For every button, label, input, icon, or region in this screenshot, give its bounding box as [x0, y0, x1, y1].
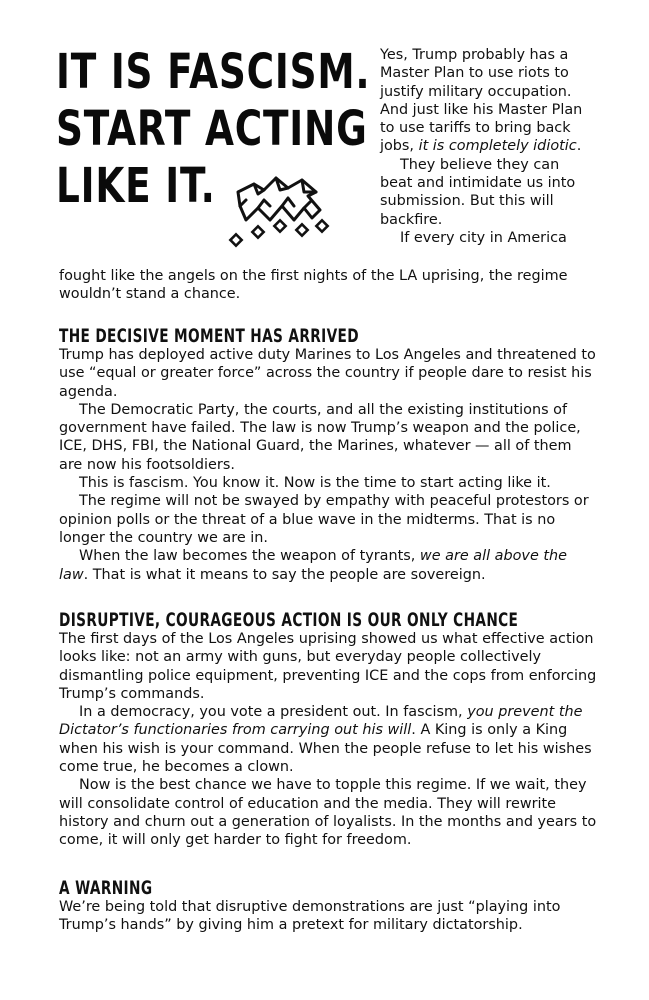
section-paragraph: Now is the best chance we have to topple this regime. If we wait, they will consolidate control of education and the media. They will rewrite history and churn out a generation of loyalists. In the months and years to come, it will only get harder to fight for freedom.	[59, 777, 597, 849]
paragraph-text: . That is what it means to say the people are sovereign.	[83, 566, 486, 583]
section-disruptive-action	[59, 610, 599, 850]
intro-column	[380, 46, 595, 247]
title-line-1: IT IS FASCISM.	[56, 44, 371, 100]
title-line-2: START ACTING	[56, 101, 368, 157]
intro-text: Yes, Trump probably has a Master Plan to use riots to justify military occupation. And just like his Master Plan to use tariffs to bring back jobs,	[380, 47, 583, 155]
intro-paragraph-3-continued: fought like the angels on the first nights of the LA uprising, the regime wouldn’t stand a chance.	[59, 268, 568, 303]
intro-paragraph-3-start: If every city in America	[400, 229, 567, 246]
section-heading: THE DECISIVE MOMENT HAS ARRIVED	[59, 325, 359, 347]
section-paragraph	[59, 547, 599, 584]
section-paragraph: The Democratic Party, the courts, and all the existing institutions of government have failed. The law is now Trump’s weapon and the police, ICE, DHS, FBI, the National Guard, the Marines, whatever — all of them are now his footsoldiers.	[59, 401, 581, 473]
section-paragraph: The first days of the Los Angeles uprising showed us what effective action looks like: not an army with guns, but everyday people collectively dismantling police equipment, preventing ICE and the cops from enforcing Trump’s commands.	[59, 631, 597, 702]
section-a-warning	[59, 878, 599, 935]
section-paragraph: The regime will not be swayed by empathy with peaceful protestors or opinion polls or the threat of a blue wave in the midterms. That is no longer the country we are in.	[59, 493, 589, 546]
paragraph-text: . A King is only a King when his wish is your command. When the people refuse to let his wishes come true, he becomes a clown.	[59, 722, 592, 776]
paragraph-emphasis: you prevent the Dictator’s functionaries from carrying out his will	[59, 704, 583, 739]
paragraph-text: When the law becomes the weapon of tyrants,	[79, 548, 420, 565]
section-paragraph: We’re being told that disruptive demonstrations are just “playing into Trump’s hands” by giving him a pretext for military dictatorship.	[59, 899, 561, 934]
section-heading: DISRUPTIVE, COURAGEOUS ACTION IS OUR ONLY CHANCE	[59, 609, 519, 631]
intro-paragraph-1	[380, 46, 595, 156]
intro-emphasis: it is completely idiotic	[418, 138, 577, 155]
section-decisive-moment	[59, 326, 599, 584]
intro-text: .	[576, 138, 582, 155]
paragraph-emphasis: we are all above the law	[59, 548, 567, 583]
section-paragraph: Trump has deployed active duty Marines to Los Angeles and threatened to use “equal or greater force” across the country if people dare to resist his agenda.	[59, 347, 596, 400]
paragraph-text: In a democracy, you vote a president out. In fascism,	[79, 704, 468, 721]
title-line-3: LIKE IT.	[56, 158, 216, 214]
section-paragraph	[59, 703, 599, 776]
section-paragraph: This is fascism. You know it. Now is the time to start acting like it.	[79, 475, 551, 492]
section-heading: A WARNING	[59, 877, 153, 899]
intro-paragraph-2: They believe they can beat and intimidate us into submission. But this will backfire.	[380, 156, 576, 228]
broken-crown-icon	[224, 170, 336, 252]
